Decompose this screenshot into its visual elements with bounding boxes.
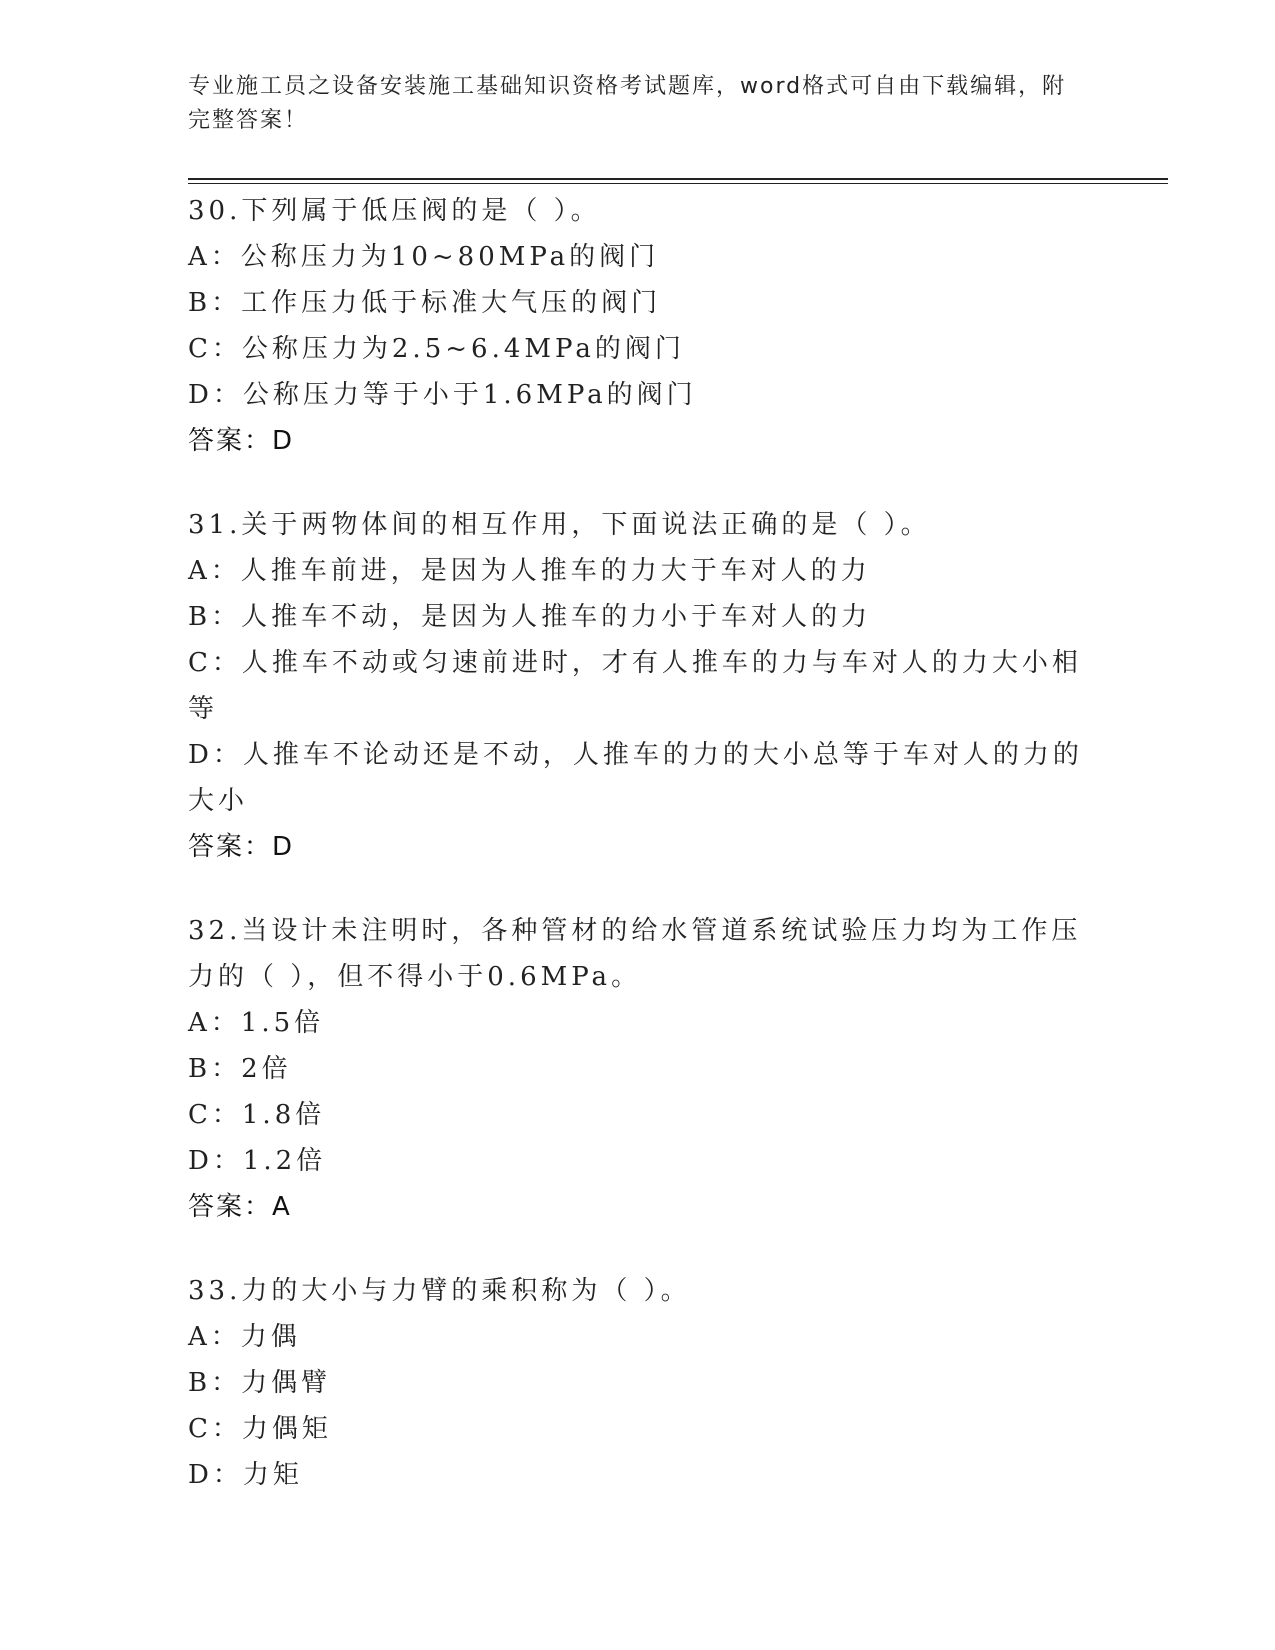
option-a: A：1.5倍 (188, 1008, 325, 1038)
question-33 (188, 1268, 1088, 1498)
option-b: B：2倍 (188, 1054, 292, 1084)
answer-label: 答案：D (188, 832, 295, 862)
option-a: A：人推车前进，是因为人推车的力大于车对人的力 (188, 556, 871, 586)
option-d: D：公称压力等于小于1.6MPa的阀门 (188, 380, 697, 410)
divider-thin-line (188, 183, 1168, 184)
option-c: C：力偶矩 (188, 1414, 332, 1444)
option-b: B：工作压力低于标准大气压的阀门 (188, 288, 662, 318)
option-d: D：人推车不论动还是不动，人推车的力的大小总等于车对人的力的大小 (188, 740, 1083, 816)
option-b: B：力偶臂 (188, 1368, 332, 1398)
document-page (188, 70, 1168, 138)
option-c: C：公称压力为2.5~6.4MPa的阀门 (188, 334, 685, 364)
option-a: A：公称压力为10~80MPa的阀门 (188, 242, 660, 272)
question-list (188, 188, 1088, 1536)
question-30 (188, 188, 1088, 464)
header-divider (188, 178, 1168, 187)
option-d: D：力矩 (188, 1460, 303, 1490)
answer-label: 答案：D (188, 426, 295, 456)
question-32 (188, 908, 1088, 1230)
option-c: C：人推车不动或匀速前进时，才有人推车的力与车对人的力大小相等 (188, 648, 1082, 724)
question-stem: 30.下列属于低压阀的是（ ）。 (188, 196, 601, 226)
question-stem: 31.关于两物体间的相互作用，下面说法正确的是（ ）。 (188, 510, 931, 540)
option-b: B：人推车不动，是因为人推车的力小于车对人的力 (188, 602, 872, 632)
question-stem: 33.力的大小与力臂的乘积称为（ ）。 (188, 1276, 691, 1306)
document-header: 专业施工员之设备安装施工基础知识资格考试题库，word格式可自由下载编辑，附完整答案！ (188, 74, 1067, 133)
question-stem: 32.当设计未注明时，各种管材的给水管道系统试验压力均为工作压力的（ ），但不得小于0.6MPa。 (188, 916, 1082, 992)
answer-label: 答案：A (188, 1192, 292, 1222)
option-d: D：1.2倍 (188, 1146, 327, 1176)
divider-thick-line (188, 178, 1168, 180)
question-31 (188, 502, 1088, 870)
option-a: A：力偶 (188, 1322, 301, 1352)
option-c: C：1.8倍 (188, 1100, 326, 1130)
